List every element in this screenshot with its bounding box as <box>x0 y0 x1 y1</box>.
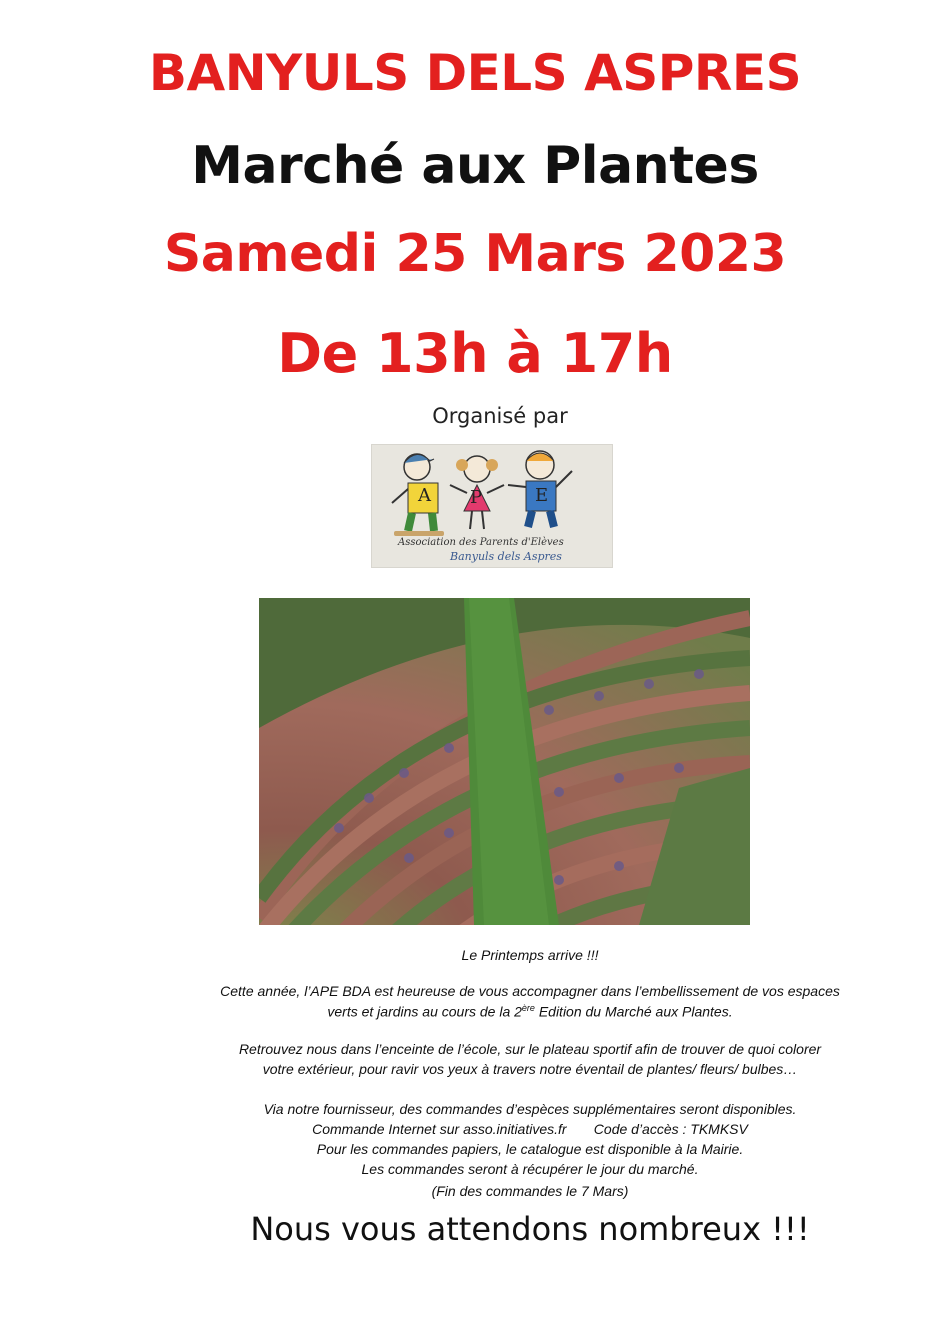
organized-by-label: Organisé par <box>432 404 568 428</box>
logo-letter-a: A <box>418 485 431 506</box>
paragraph-1-line-2 <box>0 1003 950 1020</box>
paragraph-1-line-2-a: verts et jardins au cours de la 2 <box>327 1003 522 1020</box>
paragraph-3-line-3: Pour les commandes papiers, le catalogue est disponible à la Mairie. <box>316 1141 744 1157</box>
paragraph-1-superscript: ère <box>521 1003 535 1013</box>
paragraph-3-line-5: (Fin des commandes le 7 Mars) <box>431 1183 629 1199</box>
logo-letter-e: E <box>535 485 549 506</box>
intro-text: Le Printemps arrive !!! <box>461 947 599 963</box>
town-title: BANYULS DELS ASPRES <box>148 44 802 102</box>
logo-association-text: Association des Parents d'Elèves <box>398 537 564 548</box>
paragraph-2-line-1: Retrouvez nous dans l’enceinte de l’école, sur le plateau sportif afin de trouver de quoi colorer <box>238 1041 822 1057</box>
paragraph-3-line-1: Via notre fournisseur, des commandes d’espèces supplémentaires seront disponibles. <box>263 1101 797 1117</box>
paragraph-1-line-1: Cette année, l’APE BDA est heureuse de vous accompagner dans l’embellissement de vos espaces <box>220 983 840 999</box>
logo-town-text: Banyuls dels Aspres <box>450 550 562 563</box>
event-hours: De 13h à 17h <box>277 322 673 385</box>
closing-message: Nous vous attendons nombreux !!! <box>250 1210 810 1248</box>
logo-letter-p: P <box>470 487 483 508</box>
garden-photo-graphic <box>259 598 750 925</box>
paragraph-1-line-2-b: Edition du Marché aux Plantes. <box>534 1003 733 1020</box>
garden-photo <box>259 598 750 925</box>
paragraph-2-line-2: votre extérieur, pour ravir vos yeux à travers notre éventail de plantes/ fleurs/ bulbes… <box>262 1061 798 1077</box>
ape-logo-graphic <box>372 445 612 567</box>
ape-logo <box>371 444 613 568</box>
event-date: Samedi 25 Mars 2023 <box>163 224 787 284</box>
event-title: Marché aux Plantes <box>191 136 759 196</box>
paragraph-3-line-4: Les commandes seront à récupérer le jour du marché. <box>361 1161 699 1177</box>
paragraph-3-line-2: Commande Internet sur asso.initiatives.fr Code d’accès : TKMKSV <box>312 1121 748 1137</box>
